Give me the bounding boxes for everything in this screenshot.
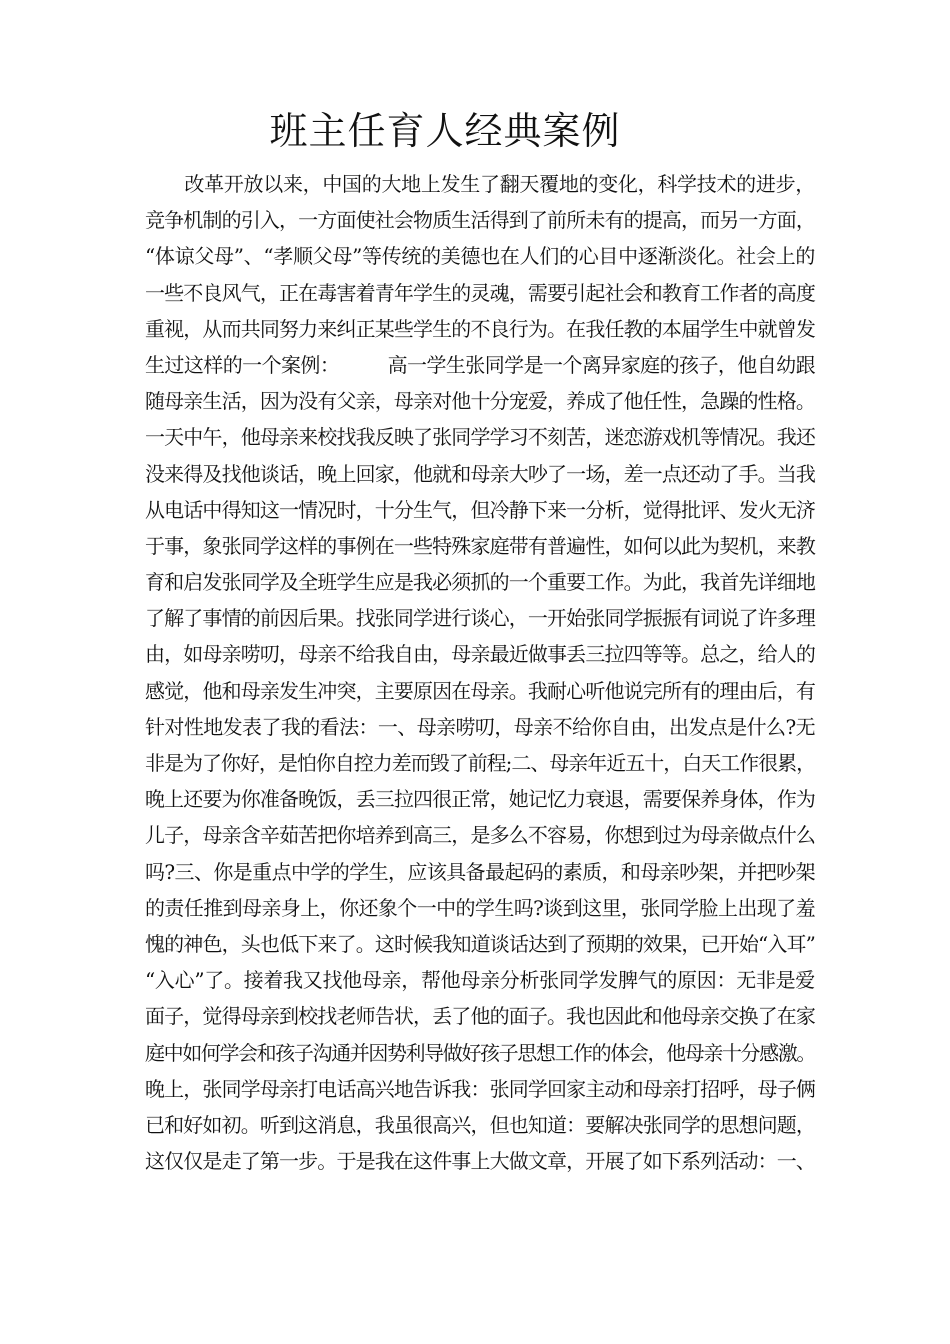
body-line: 重视，从而共同努力来纠正某些学生的不良行为。在我任教的本届学生中就曾发 [145,316,815,341]
body-line: 随母亲生活，因为没有父亲，母亲对他十分宠爱，养成了他任性，急躁的性格。 [145,389,815,414]
body-line: 一天中午，他母亲来校找我反映了张同学学习不刻苦，迷恋游戏机等情况。我还 [145,425,815,450]
body-line: 从电话中得知这一情况时，十分生气，但冷静下来一分析，觉得批评、发火无济 [145,497,815,522]
body-line: 庭中如何学会和孩子沟通并因势利导做好孩子思想工作的体会，他母亲十分感激。 [145,1040,815,1065]
body-line: 生过这样的一个案例： 高一学生张同学是一个离异家庭的孩子，他自幼跟 [145,352,815,377]
body-line: 面子，觉得母亲到校找老师告状，丢了他的面子。我也因此和他母亲交换了在家 [145,1004,815,1029]
body-line: 一些不良风气，正在毒害着青年学生的灵魂，需要引起社会和教育工作者的高度 [145,280,815,305]
body-line: 这仅仅是走了第一步。于是我在这件事上大做文章，开展了如下系列活动：一、 [145,1149,815,1174]
body-line: 非是为了你好，是怕你自控力差而毁了前程;二、母亲年近五十，白天工作很累， [145,751,815,775]
document-title: 班主任育人经典案例 [269,109,621,153]
body-line: 晚上还要为你准备晚饭，丢三拉四很正常，她记忆力衰退，需要保养身体，作为 [145,787,815,812]
body-line: 儿子，母亲含辛茹苦把你培养到高三，是多么不容易，你想到过为母亲做点什么 [145,823,815,848]
body-line: 竞争机制的引入，一方面使社会物质生活得到了前所未有的提高，而另一方面， [145,208,815,233]
body-line: 于事，象张同学这样的事例在一些特殊家庭带有普遍性，如何以此为契机，来教 [145,533,815,558]
body-line: 已和好如初。听到这消息，我虽很高兴，但也知道：要解决张同学的思想问题， [145,1112,815,1137]
body-line: “入心”了。接着我又找他母亲，帮他母亲分析张同学发脾气的原因：无非是爱 [145,968,815,993]
body-line: 没来得及找他谈话，晚上回家，他就和母亲大吵了一场，差一点还动了手。当我 [145,461,815,486]
body-line: 改革开放以来，中国的大地上发生了翻天覆地的变化，科学技术的进步， [145,172,815,196]
body-line: “体谅父母”、“孝顺父母”等传统的美德也在人们的心目中逐渐淡化。社会上的 [145,244,816,269]
body-line: 育和启发张同学及全班学生应是我必须抓的一个重要工作。为此，我首先详细地 [145,570,815,595]
body-line: 吗?三、你是重点中学的学生，应该具备最起码的素质，和母亲吵架，并把吵架 [145,859,815,884]
body-line: 了解了事情的前因后果。找张同学进行谈心，一开始张同学振振有词说了许多理 [145,606,815,631]
body-line: 愧的神色，头也低下来了。这时候我知道谈话达到了预期的效果，已开始“入耳” [145,931,815,956]
body-line: 的责任推到母亲身上，你还象个一中的学生吗?谈到这里，张同学脸上出现了羞 [145,895,815,920]
body-line: 针对性地发表了我的看法：一、母亲唠叨，母亲不给你自由，出发点是什么?无 [145,714,815,739]
body-line: 感觉，他和母亲发生冲突，主要原因在母亲。我耐心听他说完所有的理由后，有 [145,678,815,703]
body-line: 晚上，张同学母亲打电话高兴地告诉我：张同学回家主动和母亲打招呼，母子俩 [145,1076,815,1101]
body-line: 由，如母亲唠叨，母亲不给我自由，母亲最近做事丢三拉四等等。总之，给人的 [145,642,815,667]
document-body [145,166,815,1179]
